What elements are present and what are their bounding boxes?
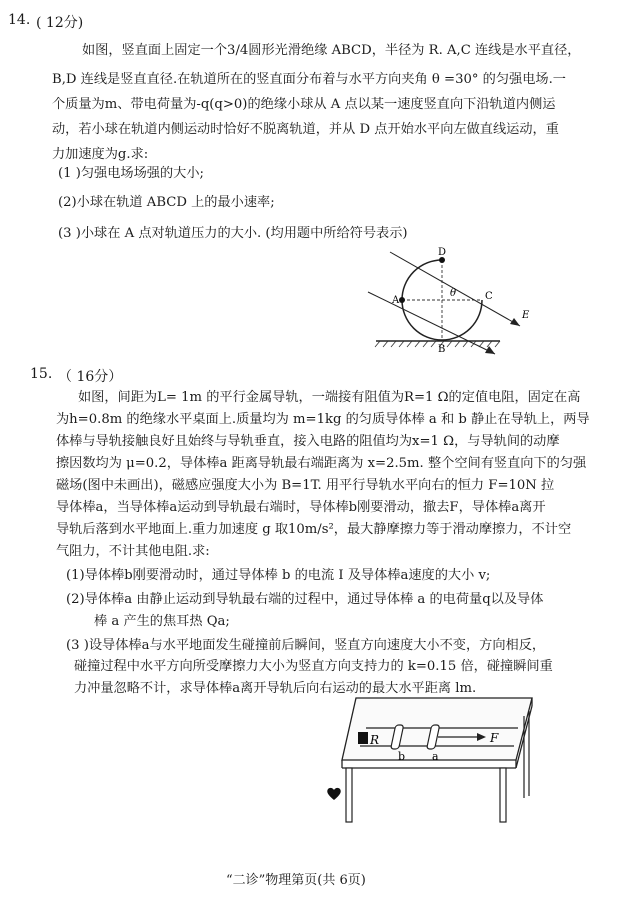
- q14-figure: [360, 244, 560, 356]
- field-arrow-1: [510, 318, 520, 326]
- q14-line-3: 个质量为m、带电荷量为-q(q>0)的绝缘小球从 A 点以某一速度竖直向下沿轨道内侧运: [52, 97, 556, 112]
- q15-figure: [322, 686, 544, 828]
- q15-number: 15.: [30, 366, 53, 382]
- resistor: [358, 732, 368, 744]
- label-R: R: [370, 733, 380, 747]
- label-a: a: [432, 750, 439, 763]
- point-A: [399, 297, 405, 303]
- q15-line-1: 如图，间距为L= 1m 的平行金属导轨，一端接有阻值为R=1 Ω的定值电阻，固定在高: [78, 390, 581, 405]
- heart-mark: [326, 787, 342, 801]
- q15-sub-3c: 力冲量忽略不计，求导体棒a离开导轨后向右运动的最大水平距离 lm.: [74, 681, 477, 696]
- q15-line-5: 磁场(图中未画出)，磁感应强度大小为 B=1T. 用平行导轨水平向右的恒力 F=10N 拉: [56, 478, 555, 493]
- q14-line-1: 如图，竖直面上固定一个3/4圆形光滑绝缘 ABCD，半径为 R. A,C 连线是水平直径，: [82, 43, 581, 58]
- q14-line-5: 力加速度为g.求:: [52, 147, 149, 162]
- table-leg: [346, 768, 352, 822]
- label-E: E: [522, 310, 530, 321]
- label-theta: θ: [450, 288, 457, 299]
- q15-line-2: 为h=0.8m 的绝缘水平桌面上.质量均为 m=1kg 的匀质导体棒 a 和 b 静止在导轨上，两导: [56, 412, 590, 427]
- q15-sub-2b: 棒 a 产生的焦耳热 Qa;: [94, 614, 230, 629]
- q15-score: （ 16分）: [58, 369, 123, 385]
- label-C: C: [485, 291, 493, 302]
- q14-sub-1: (1 )匀强电场场强的大小;: [58, 166, 205, 181]
- q15-line-4: 擦因数均为 μ=0.2，导体棒a 距离导轨最右端距离为 x=2.5m. 整个空间有竖直向下的匀强: [56, 456, 587, 471]
- q14-line-4: 动，若小球在轨道内侧运动时恰好不脱离轨道，并从 D 点开始水平向左做直线运动，重: [52, 122, 559, 137]
- q15-line-6: 导体棒a，当导体棒a运动到导轨最右端时，导体棒b刚要滑动，撤去F，导体棒a离开: [56, 500, 546, 515]
- q15-sub-2: (2)导体棒a 由静止运动到导轨最右端的过程中，通过导体棒 a 的电荷量q以及导体: [66, 592, 544, 607]
- q14-score: ( 12分): [36, 15, 84, 31]
- q15-sub-3: (3 )设导体棒a与水平地面发生碰撞前后瞬间，竖直方向速度大小不变，方向相反，: [66, 638, 546, 653]
- label-b: b: [398, 750, 406, 763]
- q15-sub-1: (1)导体棒b刚要滑动时，通过导体棒 b 的电流 I 及导体棒a速度的大小 v;: [66, 568, 491, 583]
- q14-number: 14.: [8, 12, 31, 28]
- q14-sub-2: (2)小球在轨道 ABCD 上的最小速率;: [58, 195, 275, 210]
- page-footer: “二诊”物理第页(共 6页): [226, 873, 366, 888]
- label-A: A: [392, 295, 400, 306]
- q15-sub-3b: 碰撞过程中水平方向所受摩擦力大小为竖直方向支持力的 k=0.15 倍，碰撞瞬间重: [74, 659, 553, 674]
- q14-line-2: B,D 连线是竖直直径.在轨道所在的竖直面分布着与水平方向夹角 θ =30° 的匀强电场.一: [52, 72, 566, 87]
- label-B: B: [438, 344, 446, 355]
- q14-sub-3: (3 )小球在 A 点对轨道压力的大小. (均用题中所给符号表示): [58, 226, 408, 241]
- label-D: D: [438, 247, 447, 258]
- q15-line-7: 导轨后落到水平地面上.重力加速度 g 取10m/s²，最大静摩擦力等于滑动摩擦力，不计空: [56, 522, 572, 537]
- label-F: F: [490, 731, 499, 745]
- q15-line-8: 气阻力，不计其他电阻.求:: [56, 544, 210, 559]
- table-leg: [500, 768, 506, 822]
- q15-line-3: 体棒与导轨接触良好且始终与导轨垂直，接入电路的阻值均为x=1 Ω，与导轨间的动摩: [56, 434, 560, 449]
